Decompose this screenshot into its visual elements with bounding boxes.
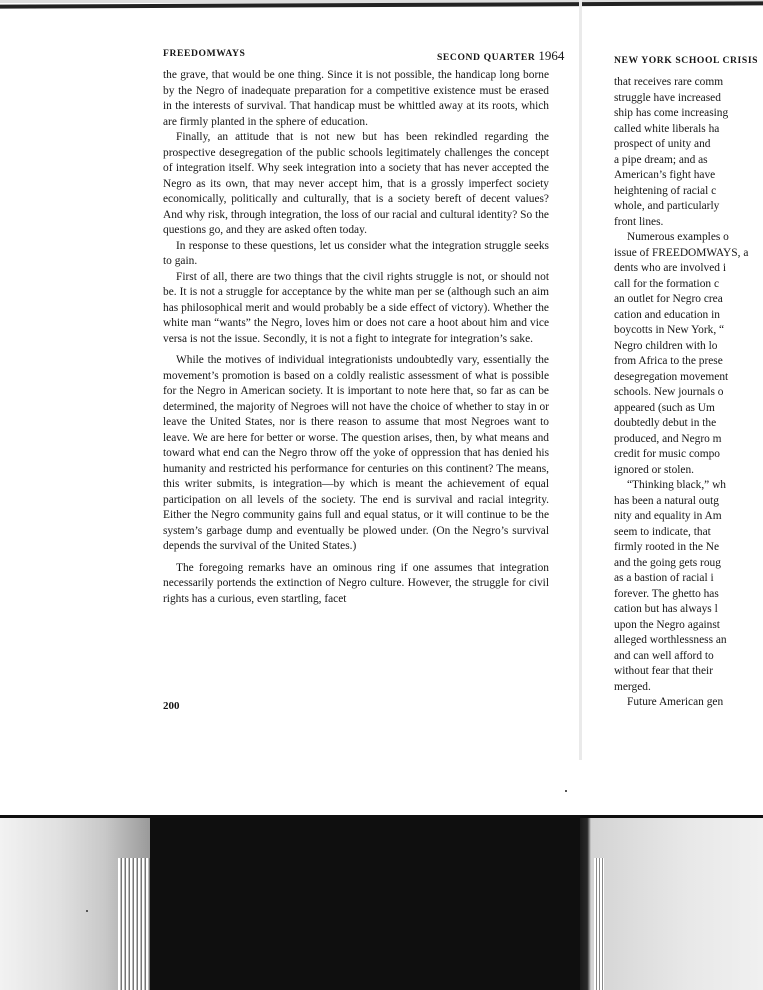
paragraph-3: In response to these questions, let us consider what the integration struggle seeks to gain. <box>163 239 549 267</box>
right-text-line: desegregation movement <box>614 370 729 383</box>
right-text-line: appeared (such as Um <box>614 401 715 414</box>
right-text-line: that receives rare comm <box>614 76 724 88</box>
scan-speck <box>86 910 88 912</box>
right-text-line: called white liberals ha <box>614 122 720 135</box>
right-text-line: prospect of unity and <box>614 138 711 150</box>
right-text-line: cation and education in <box>614 308 720 321</box>
right-text-line: front lines. <box>614 215 664 228</box>
scan-right-margin <box>580 818 763 990</box>
right-text-line: whole, and particularly <box>614 200 720 212</box>
right-text-line: and the going gets roug <box>614 556 721 569</box>
right-text-line: nity and equality in Am <box>614 510 722 522</box>
right-text-line: heightening of racial c <box>614 184 717 197</box>
right-text-line: boycotts in New York, “ <box>614 324 725 336</box>
running-head-year: 1964 <box>538 48 565 63</box>
running-head-issue <box>437 48 564 64</box>
scan-left-margin <box>0 818 150 990</box>
right-text-line: Negro children with lo <box>614 339 718 352</box>
right-text-line: doubtedly debut in the <box>614 417 717 429</box>
right-text-line: produced, and Negro m <box>614 432 722 445</box>
right-text-line: American’s fight have <box>614 169 716 181</box>
right-text-line: merged. <box>614 680 651 693</box>
right-text-line: “Thinking black,” wh <box>627 479 727 491</box>
right-text-line: firmly rooted in the Ne <box>614 541 720 553</box>
paragraph-6: The foregoing remarks have an ominous ring if one assumes that integration necessarily portends the extinction of Negro culture. However, the struggle for civil rights has a curious, even startling, facet <box>163 561 549 605</box>
right-text-line: dents who are involved i <box>614 262 726 274</box>
right-text-line: a pipe dream; and as <box>614 153 708 166</box>
paragraph-2: Finally, an attitude that is not new but has been rekindled regarding the prospective desegregation of the public schools legitimately challenges the concept of integration itself. Why seek integration into a society that has never accepted the Negro as its own, that may never accept him, that is a grossly imperfect society economically, politically and culturally, that is a society bereft of decent values? And why risk, through integration, the loss of our racial and cultural identity? So the questions go, and they are asked often today. <box>163 131 549 236</box>
right-text-line: credit for music compo <box>614 448 720 460</box>
right-text-line: upon the Negro against <box>614 618 720 631</box>
right-text-line: without fear that their <box>614 665 714 677</box>
right-page <box>582 0 763 760</box>
right-text-line: ship has come increasing <box>614 107 729 119</box>
right-text-line: has been a natural outg <box>614 494 720 507</box>
right-text-line: forever. The ghetto has <box>614 587 719 600</box>
right-text-line: issue of FREEDOMWAYS, a <box>614 246 749 259</box>
right-text-line: ignored or stolen. <box>614 463 695 476</box>
right-text-line: as a bastion of racial i <box>614 572 714 584</box>
right-running-head: NEW YORK SCHOOL CRISIS <box>614 55 759 66</box>
paragraph-1: the grave, that would be one thing. Since it is not possible, the handicap long borne by the Negro of inadequate preparation for a competitive existence must be erased in the interests of survival. That handicap must be whittled away at its roots, which are firmly planted in the sphere of education. <box>163 69 549 128</box>
right-text-line: schools. New journals o <box>614 386 724 398</box>
right-body-column <box>614 75 763 711</box>
right-text-line: alleged worthlessness an <box>614 634 727 646</box>
right-text-line: from Africa to the prese <box>614 355 723 367</box>
right-text-line: seem to indicate, that <box>614 525 711 538</box>
body-column <box>163 68 549 607</box>
right-text-line: struggle have increased <box>614 91 721 104</box>
page-number: 200 <box>163 700 180 712</box>
right-text-line: an outlet for Negro crea <box>614 293 723 305</box>
running-head-quarter: SECOND QUARTER <box>437 52 536 63</box>
scan-speck <box>565 790 567 792</box>
running-head-journal: FREEDOMWAYS <box>163 48 246 59</box>
paragraph-4: First of all, there are two things that the civil rights struggle is not, or should not be. It is not a struggle for acceptance by the white man per se (although such an aim has philosophical merit and would probably be a side effect of victory). Whether the white man “wants” the Negro, loves him or does not care a hoot about him and vice versa is not the issue. Secondly, it is not a fight to integrate for integration’s sake. <box>163 270 549 345</box>
right-text-line: Future American gen <box>627 696 724 708</box>
right-text-line: cation but has always l <box>614 603 718 615</box>
paragraph-5: While the motives of individual integrationists undoubtedly vary, essentially the movement’s promotion is based on a coldly realistic assessment of what is possible for the Negro in American society. It is important to note here that, so far as can be determined, the majority of Negroes will not have the choice of whether to stay in or leave the United States, nor is there reason to assume that most Negroes want to leave. We are here for better or worse. The question arises, then, by what means and toward what end can the Negro throw off the yoke of oppression that has denied his humanity and restricted his performance for centuries on this continent? The means, this writer submits, is integration—by which is meant the achievement of equal participation on all levels of the society. The end is survival and racial integrity. Either the Negro community gains full and equal status, or it will continue to be the system’s garbage dump and eventually be plowed under. (On the Negro’s survival depends the survival of the United States.) <box>163 354 549 552</box>
right-text-line: Numerous examples o <box>627 231 729 243</box>
right-text-line: call for the formation c <box>614 277 720 290</box>
right-text-line: and can well afford to <box>614 649 714 662</box>
